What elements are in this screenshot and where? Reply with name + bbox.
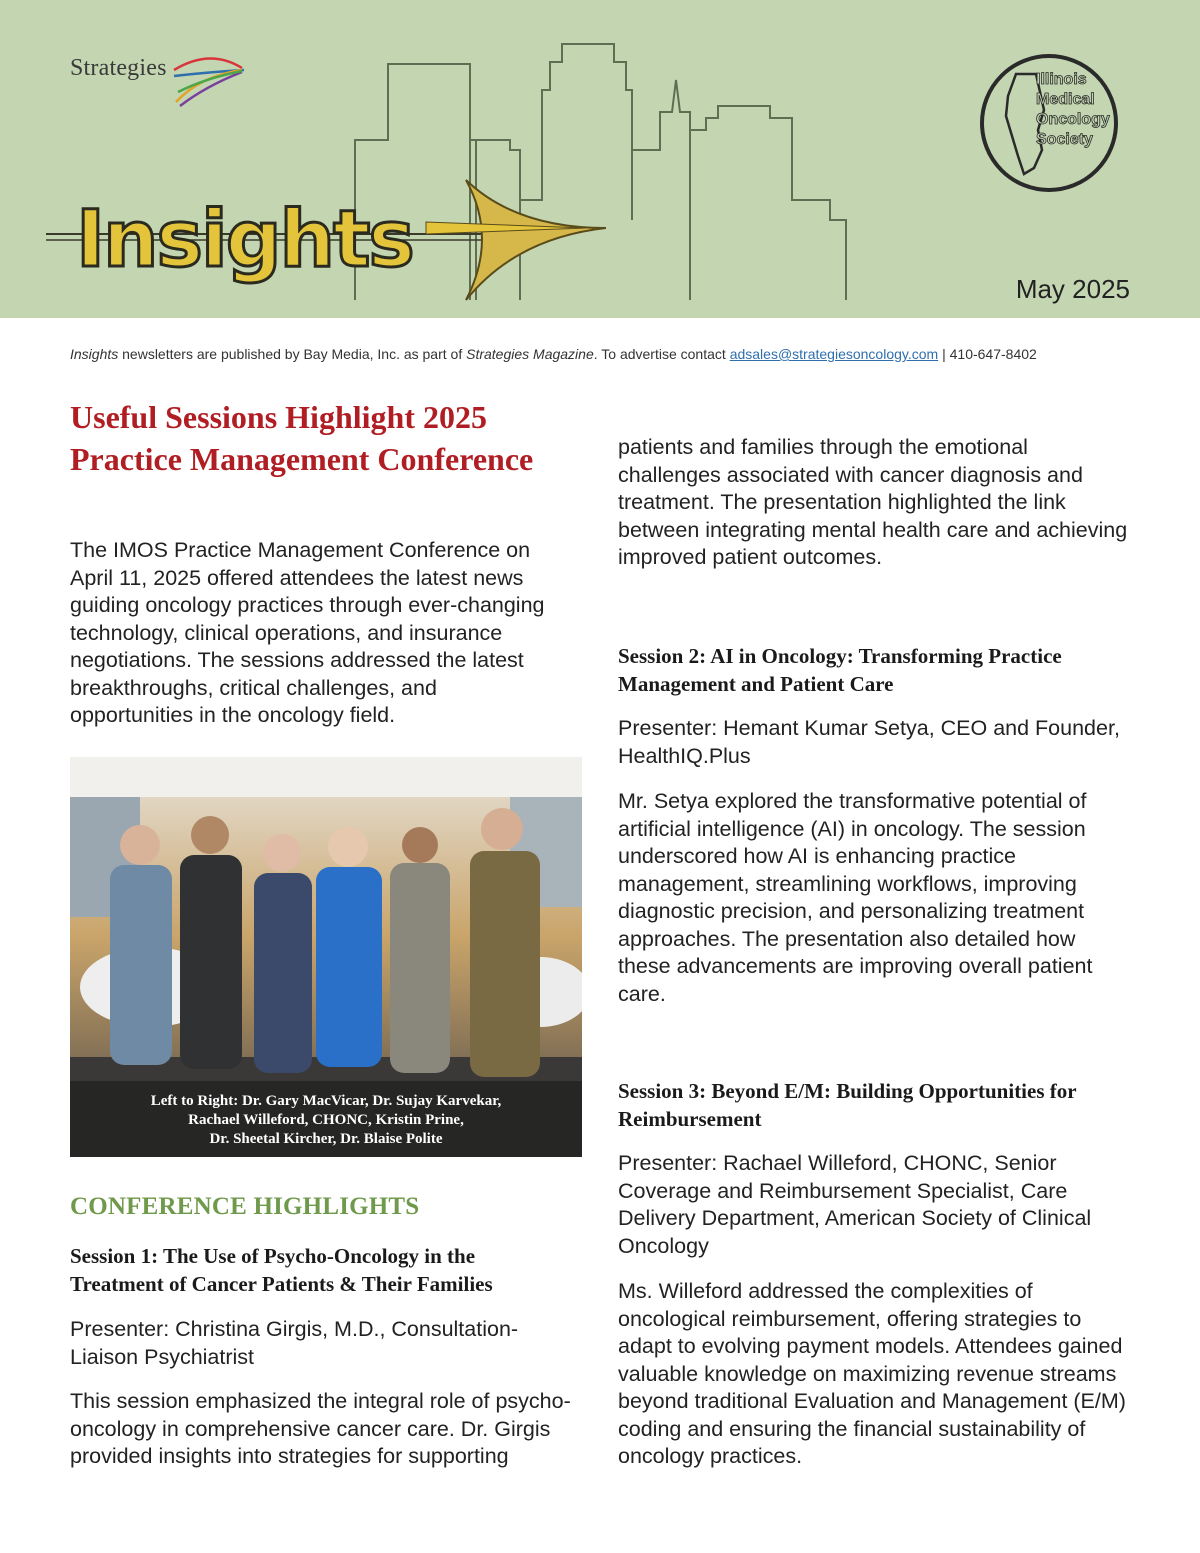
caption-line: Left to Right: Dr. Gary MacVicar, Dr. Sujay Karvekar, <box>150 1093 502 1109</box>
header-banner <box>0 0 1200 318</box>
seal-line: Society <box>1036 131 1093 148</box>
imos-seal-text <box>1036 70 1126 150</box>
magazine-name: Strategies Magazine <box>466 346 594 362</box>
seal-line: Medical <box>1036 91 1095 108</box>
advertising-email-link[interactable]: adsales@strategiesoncology.com <box>729 346 939 362</box>
publisher-text: newsletters are published by Bay Media, Inc. as part of <box>118 346 467 362</box>
strategies-logo-text: Strategies <box>70 55 167 81</box>
article-headline: Useful Sessions Highlight 2025 Practice Management Conference <box>70 399 534 477</box>
photo-caption <box>70 1081 582 1157</box>
session-1-body: This session emphasized the integral role of psycho-oncology in comprehensive cancer care. Dr. Girgis provided insights into strategies for supporting <box>70 1389 571 1468</box>
session-1-body-continued: patients and families through the emotional challenges associated with cancer diagnosis and treatment. The presentation highlighted the link between integrating mental health care and achieving improved patient outcomes. <box>618 435 1128 569</box>
publisher-line <box>70 346 1140 362</box>
publisher-phone: | 410-647-8402 <box>938 346 1037 362</box>
insights-wordmark <box>46 168 606 308</box>
issue-date: May 2025 <box>1015 274 1130 304</box>
caption-line: Dr. Sheetal Kircher, Dr. Blaise Polite <box>209 1131 443 1147</box>
session-3-title: Session 3: Beyond E/M: Building Opportunities for Reimbursement <box>618 1079 1077 1131</box>
session-1-presenter: Presenter: Christina Girgis, M.D., Consultation-Liaison Psychiatrist <box>70 1317 519 1369</box>
seal-line: Illinois <box>1036 71 1087 88</box>
session-2-body: Mr. Setya explored the transformative potential of artificial intelligence (AI) in oncology. The session underscored how AI is enhancing practice management, streamlining workflows, improving diagnostic precision, and personalizing treatment approaches. The presentation also detailed how these advancements are improving overall patient care. <box>618 789 1093 1006</box>
session-3-body: Ms. Willeford addressed the complexities of oncological reimbursement, offering strategies to adapt to evolving payment models. Attendees gained valuable knowledge on maximizing revenue streams beyond traditional Evaluation and Management (E/M) coding and ensuring the financial sustainability of oncology practices. <box>618 1279 1126 1468</box>
strategies-logo-arrow-icon <box>170 42 250 112</box>
session-2-title: Session 2: AI in Oncology: Transforming Practice Management and Patient Care <box>618 644 1062 696</box>
session-1-title: Session 1: The Use of Psycho-Oncology in the Treatment of Cancer Patients & Their Families <box>70 1244 493 1296</box>
publication-name: Insights <box>70 346 119 362</box>
caption-line: Rachael Willeford, CHONC, Kristin Prine, <box>188 1112 464 1128</box>
session-3-presenter: Presenter: Rachael Willeford, CHONC, Senior Coverage and Reimbursement Specialist, Care Delivery Department, American Society of Clinical Oncology <box>618 1151 1092 1258</box>
svg-text:Insights: Insights <box>76 195 413 285</box>
article-intro: The IMOS Practice Management Conference on April 11, 2025 offered attendees the latest news guiding oncology practices through ever-changing technology, clinical operations, and insurance negotiations. The sessions addressed the latest breakthroughs, critical challenges, and opportunities in the oncology field. <box>70 538 545 727</box>
conference-highlights-heading: CONFERENCE HIGHLIGHTS <box>70 1193 420 1220</box>
seal-line: Oncology <box>1036 111 1110 128</box>
conference-group-photo <box>70 757 582 1157</box>
publisher-text: . To advertise contact <box>593 346 730 362</box>
session-2-presenter: Presenter: Hemant Kumar Setya, CEO and Founder, HealthIQ.Plus <box>618 716 1120 768</box>
